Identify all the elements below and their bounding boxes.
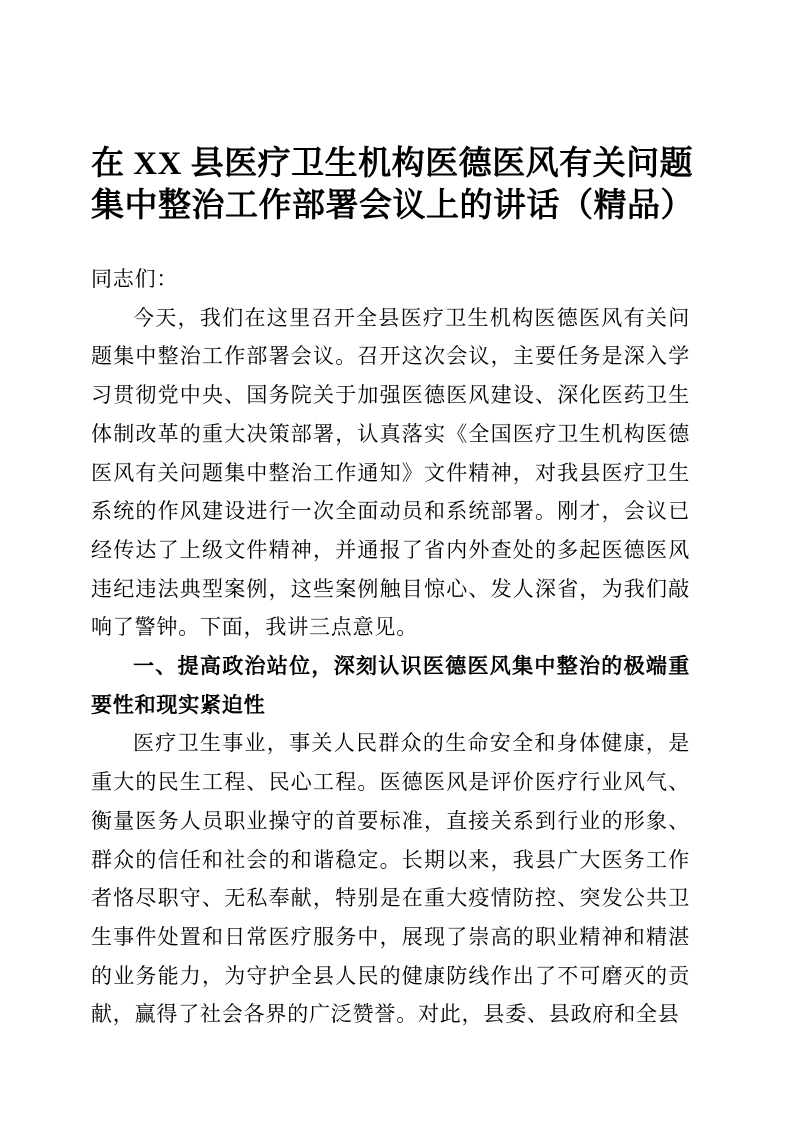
section-one-heading: 一、提高政治站位，深刻认识医德医风集中整治的极端重要性和现实紧迫性 (91, 654, 690, 717)
paragraph-intro: 今天，我们在这里召开全县医疗卫生机构医德医风有关问题集中整治工作部署会议。召开这次会议，主要任务是深入学习贯彻党中央、国务院关于加强医德医风建设、深化医药卫生体制改革的重大决策部署，认真落实《全国医疗卫生机构医德医风有关问题集中整治工作通知》文件精神，对我县医疗卫生系统的作风建设进行一次全面动员和系统部署。刚才，会议已经传达了上级文件精神，并通报了省内外查处的多起医德医风违纪违法典型案例，这些案例触目惊心、发人深省，为我们敲响了警钟。下面，我讲三点意见。 (91, 305, 690, 640)
document-title (91, 143, 694, 227)
document-title-line-1: 在 XX 县医疗卫生机构医德医风有关问题 (91, 146, 694, 182)
salutation: 同志们： (91, 267, 179, 291)
paragraph-section-one-body: 医疗卫生事业，事关人民群众的生命安全和身体健康，是重大的民生工程、民心工程。医德医风是评价医疗行业风气、衡量医务人员职业操守的首要标准，直接关系到行业的形象、群众的信任和社会的和谐稳定。长期以来，我县广大医务工作者恪尽职守、无私奉献，特别是在重大疫情防控、突发公共卫生事件处置和日常医疗服务中，展现了崇高的职业精神和精湛的业务能力，为守护全县人民的健康防线作出了不可磨灭的贡献，赢得了社会各界的广泛赞誉。对此，县委、县政府和全县 (91, 731, 690, 1027)
document-title-line-2: 集中整治工作部署会议上的讲话（精品） (91, 188, 694, 224)
